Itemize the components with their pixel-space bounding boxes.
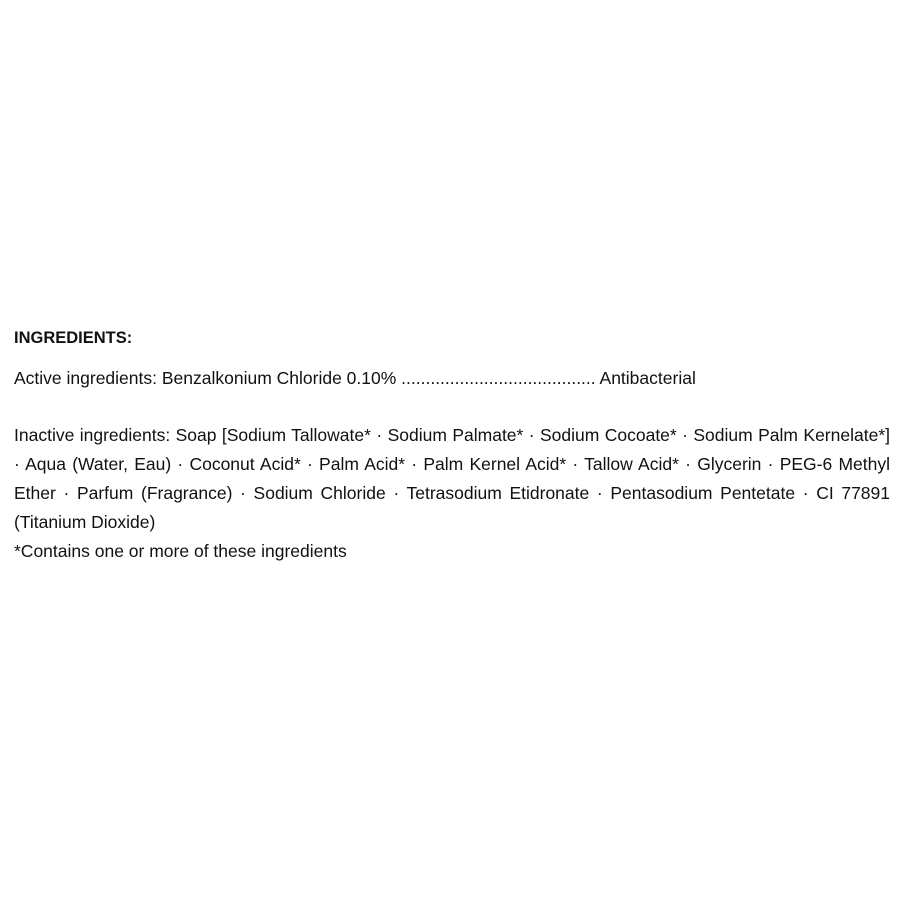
ingredients-label bbox=[14, 326, 890, 566]
ingredients-heading: INGREDIENTS: bbox=[14, 329, 133, 347]
inactive-ingredients-paragraph: Inactive ingredients: Soap [Sodium Tallowate* · Sodium Palmate* · Sodium Cocoate* · Sodium Palm Kernelate*] · Aqua (Water, Eau) · Coconut Acid* · Palm Acid* · Palm Kernel Acid* · Tallow Acid* · Glycerin · PEG-6 Methyl Ether · Parfum (Fragrance) · Sodium Chloride · Tetrasodium Etidronate · Pentasodium Pentetate · CI 77891 (Titanium Dioxide) bbox=[14, 425, 890, 532]
active-ingredients-line: Active ingredients: Benzalkonium Chloride 0.10% ........................................ Antibacterial bbox=[14, 368, 696, 388]
footnote: *Contains one or more of these ingredients bbox=[14, 541, 347, 561]
